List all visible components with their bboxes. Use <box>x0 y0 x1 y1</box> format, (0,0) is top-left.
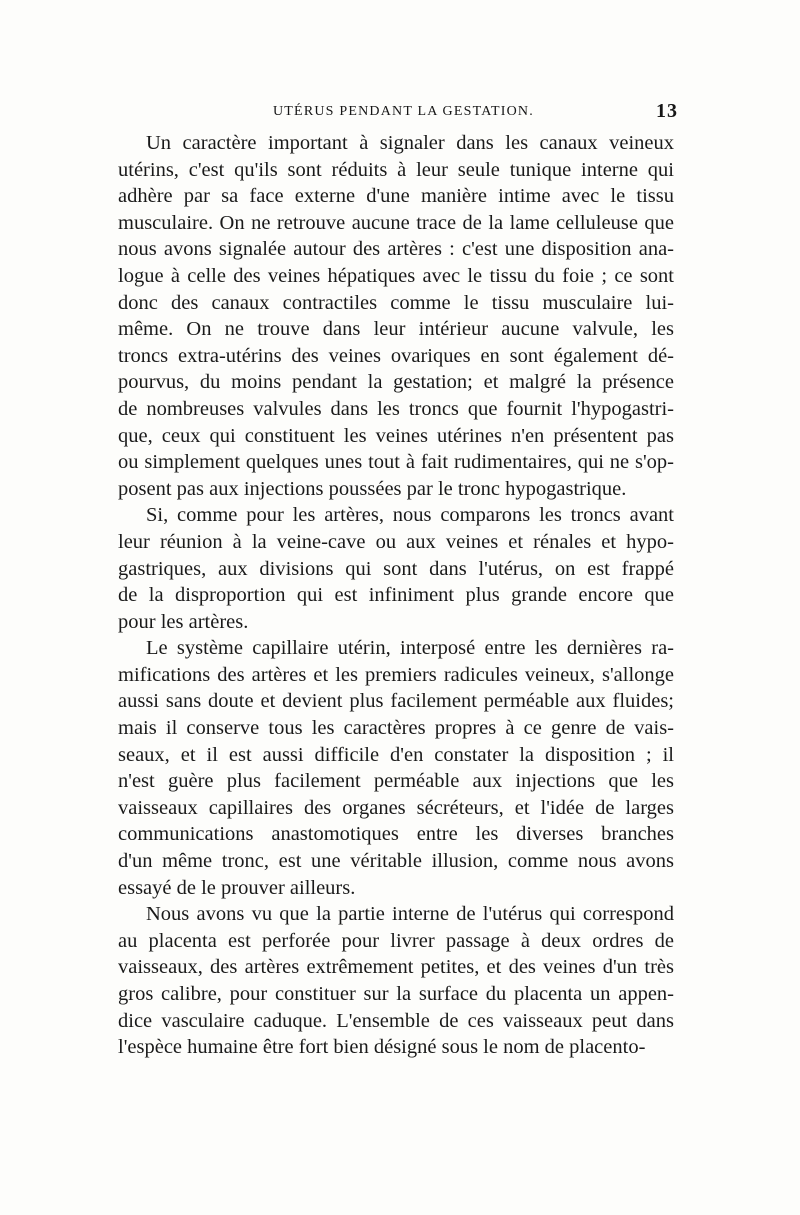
text-line: de nombreuses valvules dans les troncs que fournit l'hypogastri- <box>118 397 674 420</box>
text-line: d'un même tronc, est une véritable illusion, comme nous avons <box>118 850 674 873</box>
body-text <box>118 130 674 1061</box>
text-line: n'est guère plus facilement perméable aux injections que les <box>118 770 674 793</box>
running-head <box>118 100 678 124</box>
text-line: seaux, et il est aussi difficile d'en constater la disposition ; il <box>118 743 674 766</box>
text-line: gastriques, aux divisions qui sont dans l'utérus, on est frappé <box>118 557 674 580</box>
text-line: Le système capillaire utérin, interposé entre les dernières ra- <box>146 637 674 660</box>
text-line: posent pas aux injections poussées par le tronc hypogastrique. <box>118 477 627 500</box>
text-line: pourvus, du moins pendant la gestation; et malgré la présence <box>118 371 674 394</box>
text-line: adhère par sa face externe d'une manière intime avec le tissu <box>118 185 674 208</box>
text-line: dice vasculaire caduque. L'ensemble de ces vaisseaux peut dans <box>118 1009 674 1032</box>
text-line: de la disproportion qui est infiniment plus grande encore que <box>118 584 674 607</box>
text-line: leur réunion à la veine-cave ou aux veines et rénales et hypo- <box>118 530 674 553</box>
paragraph <box>118 130 674 502</box>
text-line: mifications des artères et les premiers radicules veineux, s'allonge <box>118 663 674 686</box>
text-line: aussi sans doute et devient plus facilement perméable aux fluides; <box>118 690 674 713</box>
text-line: logue à celle des veines hépatiques avec le tissu du foie ; ce sont <box>118 264 674 287</box>
text-line: nous avons signalée autour des artères : c'est une disposition ana- <box>118 238 674 261</box>
text-line: mais il conserve tous les caractères propres à ce genre de vais- <box>118 717 674 740</box>
text-line: ou simplement quelques unes tout à fait rudimentaires, qui ne s'op- <box>118 451 674 474</box>
text-line: gros calibre, pour constituer sur la surface du placenta un appen- <box>118 983 674 1005</box>
text-line: Nous avons vu que la partie interne de l'utérus qui correspond <box>146 903 674 926</box>
paragraph <box>118 502 674 635</box>
text-line: l'espèce humaine être fort bien désigné sous le nom de placento- <box>118 1036 646 1059</box>
text-line: Si, comme pour les artères, nous comparons les troncs avant <box>146 504 674 527</box>
text-line: que, ceux qui constituent les veines utérines n'en présentent pas <box>118 424 674 447</box>
text-line: essayé de le prouver ailleurs. <box>118 876 356 899</box>
text-line: vaisseaux, des artères extrêmement petites, et des veines d'un très <box>118 956 674 979</box>
paragraph <box>118 635 674 901</box>
text-line: pour les artères. <box>118 610 249 633</box>
text-line: Un caractère important à signaler dans les canaux veineux <box>146 132 674 154</box>
running-title: UTÉRUS PENDANT LA GESTATION. <box>273 104 534 119</box>
text-line: troncs extra-utérins des veines ovariques en sont également dé- <box>118 344 674 367</box>
text-line: même. On ne trouve dans leur intérieur aucune valvule, les <box>118 318 674 341</box>
page-number: 13 <box>656 100 678 122</box>
text-line: musculaire. On ne retrouve aucune trace de la lame celluleuse que <box>118 211 674 234</box>
text-line: donc des canaux contractiles comme le tissu musculaire lui- <box>118 291 674 314</box>
text-line: communications anastomotiques entre les diverses branches <box>118 823 674 846</box>
text-line: vaisseaux capillaires des organes sécréteurs, et l'idée de larges <box>118 796 674 819</box>
text-line: au placenta est perforée pour livrer passage à deux ordres de <box>118 929 674 952</box>
text-line: utérins, c'est qu'ils sont réduits à leur seule tunique interne qui <box>118 158 674 181</box>
paragraph <box>118 901 674 1061</box>
